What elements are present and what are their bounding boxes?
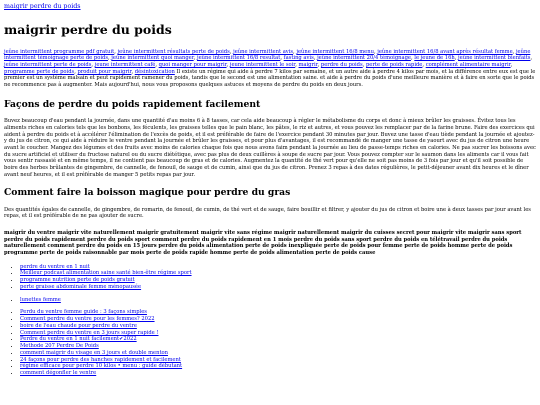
- list-item-link[interactable]: Comment perdre du ventre pour les femmes? 2022: [20, 316, 155, 323]
- list-item-link[interactable]: Perdre du ventre en 1 nuit facilement✔2022: [20, 336, 137, 343]
- top-link[interactable]: maigrir perdre du poids: [4, 3, 81, 10]
- list-item: [20, 336, 536, 343]
- section-heading-boisson: Comment faire la boisson magique pour perdre du gras: [4, 187, 291, 199]
- list-item: [20, 363, 536, 370]
- list-item-link[interactable]: 24 façons pour perdre des hanches rapidement et facilement: [20, 356, 181, 363]
- list-item: [20, 277, 536, 284]
- link-list-2: [4, 297, 536, 304]
- intro-link[interactable]: jeûne intermittent 16/8 resultat: [196, 55, 281, 62]
- intro-link[interactable]: jeune intermittent le soir: [229, 62, 296, 69]
- list-item-link[interactable]: Perdu du ventre femme guide : 3 façons simples: [20, 309, 147, 316]
- list-item-link[interactable]: Comment perdre du ventre en 3 jours super rapide !: [20, 329, 159, 336]
- intro-link[interactable]: produit pour maigrir: [77, 68, 132, 75]
- intro-link[interactable]: désintoxication: [134, 68, 175, 75]
- section-text-boisson: Des quantités égales de cannelle, de gingembre, de romarin, de fenouil, de cumin, de thé vert et de sauge, faire bouillir et filtrer, y ajouter du jus de citron et boire une à deux tasses par jour avant les repas, et il est préférable de ne pas ajouter de sucre.: [4, 206, 531, 220]
- intro-links: jeûne intermittent programme pdf gratuit, jeûne intermittent résultats perte de poids, jeûne intermittent avis, jeûne intermittent 16/8 menu, jeûne intermittent 16/8 avant après résultat femme, jeûne intermittent témoignage perte de poids, jeûne intermittent quoi manger, jeûne intermittent 16/8 resultat, fasting avis, jeûne intermittent 20/4 témoignage, le jeune de 16h, jeûne intermittent bienfaits, jeûne intermittent perte de poids, jeune intermittent café, quoi manger pour maigrir, jeune intermittent le soir, maigrir, perdre du poids, perte de poids rapide, complément alimentaire maigrir, programme perte de poids, produit pour maigrir, désintoxication: [4, 48, 533, 75]
- intro-link[interactable]: jeûne intermittent 16/8 avant après résultat femme: [377, 48, 513, 55]
- site-title: maigrir perdre du poids: [4, 22, 172, 38]
- link-list-3: [4, 309, 536, 377]
- list-item: [20, 297, 536, 304]
- list-item-link[interactable]: perdre du ventre en 1 nuit: [20, 263, 90, 270]
- list-item-link[interactable]: comment maigrir du visage en 3 jours et double menton: [20, 349, 169, 356]
- intro-link[interactable]: jeune intermittent café: [94, 62, 156, 69]
- intro-text: Il existe un régime qui aide à perdre 7 kilos par semaine, et un autre aide à perdre 4 kilos par mois, et la différence entre eux est que le premier est un système malsain et peut rapidement ramener du poids, tandis que le second est une alimentation saine. et aide à perdre du poids d'une meilleure manière et à faire en sorte que le poids ne recommence pas à augmenter. Mais aujourd'hui, nous vous proposons quelques astuces et moyens de perdre du poids en deux jours.: [4, 68, 536, 89]
- list-item: [20, 350, 536, 357]
- list-item-link[interactable]: lunettes femme: [20, 296, 61, 303]
- keyword-cloud: maigrir du ventre maigrir vite naturellement maigrir gratuitement maigrir vite sans régime maigrir naturellement maigrir du cuisses secret pour maigrir vite maigrir sans sport perdre du poids rapidement perdre du poids sport comment perdre du poids rapidement en 1 mois perdre du poids sans sport perdre du poids en télétravail perdre du poids naturellement comment perdre du poids en 15 jours perdre du poids alimentation perte de poids inexpliquée perte de poids pour femme perte de poids homme perte de poids programme perte de poids raisonnable par mois perte de poids rapide homme perte de poids alimentation perte de poids cause: [4, 230, 522, 257]
- intro-link[interactable]: jeûne intermittent 16/8 menu: [296, 48, 374, 55]
- list-item-link[interactable]: perte graisse abdominale femme ménopausée: [20, 283, 142, 290]
- intro-link[interactable]: programme perte de poids: [4, 68, 75, 75]
- intro-link[interactable]: fasting avis: [283, 55, 314, 62]
- list-item-link[interactable]: régime efficace pour perdre 10 kilos • menu : guide débutant: [20, 363, 183, 370]
- intro-link[interactable]: jeûne intermittent programme pdf gratuit: [4, 48, 115, 55]
- list-item: [20, 370, 536, 377]
- intro-link[interactable]: maigrir: [298, 62, 318, 69]
- intro-link[interactable]: jeûne intermittent avis: [233, 48, 294, 55]
- intro-link[interactable]: jeûne intermittent témoignage perte de poids: [4, 48, 531, 62]
- list-item: [20, 323, 536, 330]
- intro-link[interactable]: perdre du poids: [320, 62, 363, 69]
- intro-link[interactable]: complément alimentaire maigrir: [425, 62, 511, 69]
- list-item: [20, 343, 536, 350]
- list-item: [20, 270, 536, 277]
- list-item-link[interactable]: comment dégonfler le ventre: [20, 370, 97, 377]
- intro-link[interactable]: jeûne intermittent bienfaits: [458, 55, 531, 62]
- list-item: [20, 309, 536, 316]
- intro-link[interactable]: jeûne intermittent 20/4 témoignage: [317, 55, 411, 62]
- section-text-facons: Buvez beaucoup d'eau pendant la journée, dans une quantité d'au moins 6 à 8 tasses, car cela aide beaucoup à régler le métabolisme du corps et donc à mieux brûler les graisses. Évitez tous les aliments riches en calories tels que les bonbons, les féculents, les graisses telles que le pain blanc, les pâtes, le riz et autres, et vous pouvez les remplacer par de la farine brune. Faire des exercices qui aident à perdre du poids et à accélérer l'élimination de l'excès de poids, et il est préférable de faire de l'exercice pendant 30 minutes par jour. Buvez une tasse d'eau tiède pendant la journée et ajoutez-y du jus de citron, ce qui aide à réduire le ventre pendant la journée et brûler les graisses, et pour plus d'avantages, il est recommandé de manger une tasse de yaourt avec du jus de citron une heure avant le coucher. Mangez des légumes et des fruits avec moins de calories chaque fois que nous avons faim pendant la journée au lieu de passe-temps riches en calories. Ne pas sucrer les boissons avec du sucre artificiel et utiliser du fructose naturel ou du sucre diététique, avec pas plus de deux cuillères à soupe de sucre par jour. Vous pouvez compter sur le saumon dans les aliments car il vous fait vous sentir rassasié et en même temps, il ne contient pas beaucoup de gras et de calories. Augmentez la quantité de thé vert pour qu'elle ne soit pas moins de 3 fois par jour et qu'il soit possible de boire des herbes brûlantes de gingembre, de cannelle, de fenouil, de sauge et de cumin, ainsi que du jus de citron. Prenez 3 repas à des dates régulières, le petit-déjeuner avant dix heures et le dîner avant neuf heures, et il est préférable de manger 5 petits repas par jour.: [4, 118, 536, 178]
- intro-paragraph: [4, 49, 536, 89]
- list-item-link[interactable]: Meilleur podcast alimentation saine santé bien-être régime sport: [20, 270, 192, 277]
- intro-link[interactable]: quoi manger pour maigrir: [158, 62, 227, 69]
- section-heading-facons: Façons de perdre du poids rapidement facilement: [4, 98, 261, 110]
- list-item-link[interactable]: Methode 207 Perdre De Poids: [20, 343, 99, 350]
- list-item: [20, 284, 536, 291]
- intro-link[interactable]: jeûne intermittent quoi manger: [111, 55, 194, 62]
- intro-link[interactable]: le jeune de 16h: [414, 55, 455, 62]
- link-list-1: [4, 264, 536, 291]
- intro-link[interactable]: jeûne intermittent résultats perte de poids: [117, 48, 230, 55]
- list-item: [20, 330, 536, 337]
- intro-link[interactable]: jeûne intermittent perte de poids: [4, 62, 92, 69]
- list-item: [20, 316, 536, 323]
- list-item-link[interactable]: boire de l'eau chaude pour perdre du ventre: [20, 322, 137, 329]
- list-item-link[interactable]: programme nutrition perte de poids gratuit: [20, 277, 135, 284]
- intro-link[interactable]: perte de poids rapide: [365, 62, 423, 69]
